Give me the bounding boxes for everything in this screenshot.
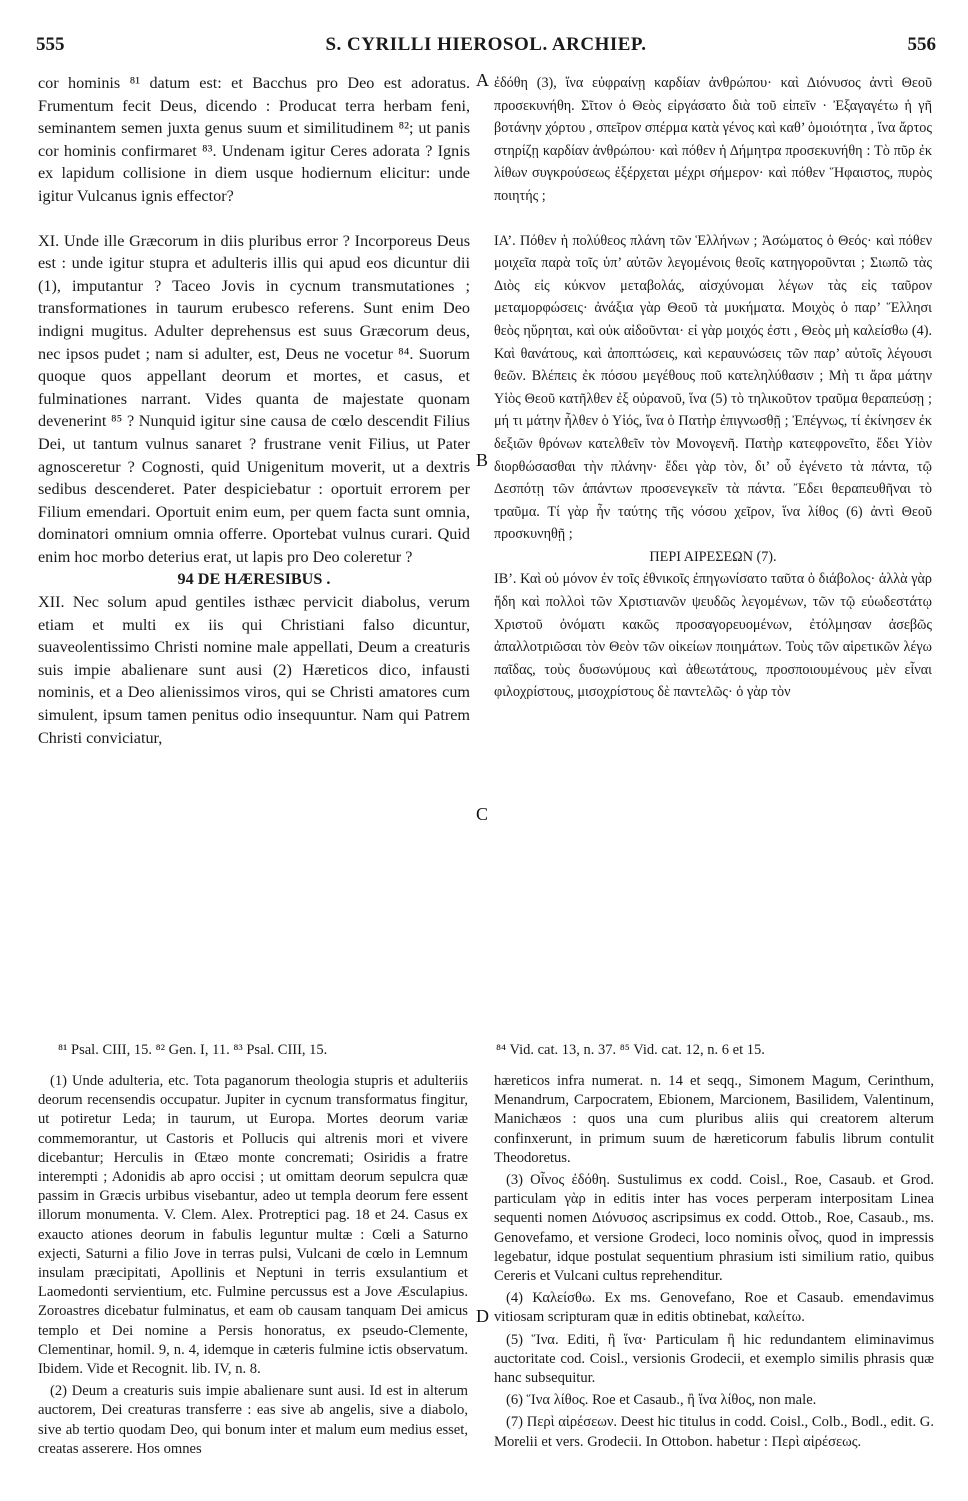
latin-paragraph-1: cor hominis ⁸¹ datum est: et Bacchus pro Deo est adoratus. Frumentum fecit Deus, dicendo : Producat terra herbam feni, seminantem semen juxta genus suum et similitudinem ⁸²; ut panis cor hominis confirmaret ⁸³. Undenam igitur Ceres adorata ? Ignis ex lapidum collisione in diem usque hodiernum elicitur: unde igitur Vulcanus ignis effector? — [38, 74, 470, 205]
footnote-2: (2) Deum a creaturis suis impie abalienare sunt ausi. Id est in alterum auctorem, Dei creaturas transferre : eas sive ab angelis, sive a diabolo, sive ab tertio quodam Deo, qui bonum inter et malum eum medius esset, creatas asserere. Hos omnes — [38, 1383, 468, 1457]
references-left: ⁸¹ Psal. CIII, 15. ⁸² Gen. I, 11. ⁸³ Psal. CIII, 15. — [58, 1042, 328, 1058]
footnote-7: (7) Περὶ αἱρέσεων. Deest hic titulus in codd. Coisl., Colb., Bodl., edit. G. Morelii et vers. Grodecii. In Ottobon. habetur : Περὶ αἱρέσεως. — [494, 1414, 934, 1450]
greek-paragraph-1: ἐδόθη (3), ἵνα εὐφραίνῃ καρδίαν ἀνθρώπου· καὶ Διόνυσος ἀντὶ Θεοῦ προσεκυνήθη. Σῖτον ὁ Θεὸς εἰργάσατο διὰ τοῦ εἰπεῖν · Ἐξαγαγέτω ἡ γῆ βοτάνην χόρτου , σπεῖρον σπέρμα κατὰ γένος καὶ καθ’ ὁμοιότητα , ἵνα ἄρτος στηρίζῃ καρδίαν ἀνθρώπου· καὶ πόθεν ἡ Δήμητρα προσεκυνήθη : Τὸ πῦρ ἐκ λίθων συγκρούσεως ἐξέρχεται μέχρι σήμερον· καὶ πόθεν Ἥφαιστος, πυρὸς ποιητής ; — [494, 75, 932, 204]
footnote-2-continued: hæreticos infra numerat. n. 14 et seqq., Simonem Magum, Cerinthum, Menandrum, Carpocratem, Ebionem, Marcionem, Basilidem, Valentinum, Manichæos : quos una cum pluribus aliis qui creatorem alterum confinxerunt, in primum suum de hæreticorum fabulis librum contulit Theodoretus. — [494, 1073, 934, 1166]
latin-column — [38, 72, 470, 749]
latin-paragraph-2: XI. Unde ille Græcorum in diis pluribus error ? Incorporeus Deus est : unde igitur stupra et adulteris illis qui apud eos dicuntur dii (1), imputantur ? Taceo Jovis in cycnum transmutationes ; transformationes in taurum erubesco referens. Sunt enim Deo indigni mugitus. Adulter deprehensus est suus Græcorum deus, nec ipsos pudet ; nam si adulter, est, Deus ne vocetur ⁸⁴. Suorum quoque quos appellant deorum et mortes, et casus, et fulminationes narrant. Vides quanta de majestate quonam devenerint ⁸⁵ ? Nunquid igitur sine causa de cœlo descendit Filius Dei, ut tantum vulnus sanaret ? frustrane venit Filius, ut Pater agnosceretur ? Cognosti, quid Unigenitum moverit, ut a dextris sedibus descenderet. Pater despiciebatur : oportuit errorem per Filium emendari. Oportuit enim eum, per quem facta sunt omnia, dominatori omnium omnia offerre. Oportebat vulnus curari. Quid enim hoc morbo deterius erat, ut lapis pro Deo coleretur ? — [38, 231, 470, 566]
running-header — [36, 34, 936, 58]
margin-letter-c: C — [476, 804, 489, 824]
footnote-3: (3) Οἶνος ἐδόθη. Sustulimus ex codd. Coisl., Roe, Casaub. et Grod. particulam γὰρ in editis inter has voces perperam interpositam Linea sequenti nomen Διόνυσος ascripsimus ex codd. Ottob., Roe, Casaub., ms. Genovefamo, et versione Grodeci, loco nominis οἶνος, quod in impressis legebatur, idque postulat sequentium phrasium isti similium ratio, quibus Cereris et Vulcani cultus reprehenditur. — [494, 1172, 934, 1285]
page-number-right: 556 — [907, 34, 936, 55]
greek-paragraph-3: ΙΒ’. Καὶ οὐ μόνον ἐν τοῖς ἐθνικοῖς ἐπηγωνίσατο ταῦτα ὁ διάβολος· ἀλλὰ γὰρ ἤδη καὶ πολλοὶ τῶν Χριστιανῶν ψευδῶς λεγομένων, τῶν τῷ εὐωδεστάτῳ Χριστοῦ ὀνόματι κακῶς προσαγορευομένων, ἐτόλμησαν ἀσεβῶς ἀπαλλοτριῶσαι τὸν Θεὸν τῶν οἰκείων ποιημάτων. Τοὺς τῶν αἱρετικῶν λέγω παῖδας, τοὺς δυσωνύμους καὶ ἀθεωτάτους, προσποιουμένους μὲν εἶναι φιλοχρίστους, μισοχρίστους δὲ παντελῶς· ὁ γὰρ τὸν — [494, 571, 932, 701]
greek-column — [494, 72, 932, 704]
margin-letter-b: B — [476, 450, 489, 470]
greek-paragraph-2: ΙΑ’. Πόθεν ἡ πολύθεος πλάνη τῶν Ἑλλήνων ; Ἀσώματος ὁ Θεός· καὶ πόθεν μοιχεῖα παρὰ τοῖς ὑπ’ αὐτῶν λεγομένοις θεοῖς κατηγοροῦνται ; Σιωπῶ τὰς Διὸς εἰς κύκνον μεταβολάς, αἰσχύνομαι λέγων τὰς εἰς ταῦρον μεταμορφώσεις· ἀνάξια γὰρ Θεοῦ τὰ μυκήματα. Μοιχὸς ὁ παρ’ Ἕλλησι θεὸς ηὕρηται, καὶ οὐκ αἰδοῦνται· εἰ γὰρ μοιχός ἐστι , Θεὸς μὴ καλείσθω (4). Καὶ θανάτους, καὶ ἀποπτώσεις, καὶ κεραυνώσεις τῶν παρ’ αὐτοῖς λέγουσι θεῶν. Βλέπεις ἐκ πόσου μεγέθους ποῦ κατεληλύθασιν ; Μὴ τι ἄρα μάτην Υἱὸς Θεοῦ κατῆλθεν ἐξ οὐρανοῦ, ἵνα (5) τὸ τηλικοῦτον τραῦμα θεραπεύσῃ ; μή τι μάτην ἦλθεν ὁ Υἱός, ἵνα ὁ Πατὴρ ἐπιγνωσθῇ ; Ἐπέγνως, τί ἐκίνησεν ἐκ δεξιῶν θρόνων κατελθεῖν τὸν Μονογενῆ. Πατὴρ κατεφρονεῖτο, ἔδει Υἱὸν διορθώσασθαι τὴν πλάνην· ἔδει γὰρ τὸν, δι’ οὗ ἐγένετο τὰ πάντα, τῷ Δεσπότῃ τῶν ἁπάντων προσενεγκεῖν τὰ πάντα. Ἔδει θεραπευθῆναι τὸ τραῦμα. Τί γὰρ ἦν ταύτης τῆς νόσου χεῖρον, ἵνα λίθος (6) ἀντὶ Θεοῦ προσκυνηθῇ ; — [494, 232, 932, 543]
references-right: ⁸⁴ Vid. cat. 13, n. 37. ⁸⁵ Vid. cat. 12, n. 6 et 15. — [496, 1042, 765, 1058]
footnote-5: (5) Ἵνα. Editi, ἢ ἵνα· Particulam ἢ hic redundantem eliminavimus auctoritate cod. Coisl., versionis Grodecii, et exemplo similis phrasis quæ hanc subsequitur. — [494, 1331, 934, 1387]
footnote-1: (1) Unde adulteria, etc. Tota paganorum theologia stupris et adulteriis deorum recensendis occupatur. Jupiter in cycnum transformatus fingitur, ut potiretur Leda; in taurum, ut Europa. Mortes deorum variæ commemorantur, ut Castoris et Pollucis qui altrenis mori et vivere dicebantur; Herculis in Œtæo monte concremati; Osiridis a fratre interempti ; Adonidis ab apro occisi ; ut omittam deorum sepulcra quæ passim in Græcis urbibus visebantur, adeo ut templa deorum fere essent illorum monumenta. V. Clem. Alex. Protreptici pag. 18 et 24. Casus ex exaucto ationes deorum in fabulis leguntur multæ : Cœli a Saturno exjecti, Saturni a filio Jove in terras pulsi, Vulcani de cœlo in Lemnum insulam præcipitati, Apollinis et Neptuni in terris exsulantium et Laomedonti servientium, etc. Fulmine percussus est a Jove Æsculapius. Zoroastres dicebatur fulminatus, et eam ob causam tanquam Dei amicus templo et Dei nomine a Persis honoratus, ex pseudo-Clemente, Clementinar, homil. 9, n. 4, idemque in cæteris fulmine ictis observatum. Ibidem. Vide et Recognit. lib. IV, n. 8. — [38, 1073, 468, 1378]
margin-letter-a: A — [476, 70, 489, 90]
greek-section-heading: ΠΕΡΙ ΑΙΡΕΣΕΩΝ (7). — [649, 548, 777, 565]
running-title: S. CYRILLI HIEROSOL. ARCHIEP. — [325, 34, 647, 55]
footnote-4: (4) Καλείσθω. Ex ms. Genovefano, Roe et Casaub. emendavimus vitiosam scripturam quæ in editis obtinebat, καλείτω. — [494, 1290, 934, 1326]
latin-section-heading: 94 DE HÆRESIBUS . — [177, 570, 331, 589]
footnotes-left — [38, 1072, 468, 1462]
latin-paragraph-3: XII. Nec solum apud gentiles isthæc pervicit diabolus, verum etiam et multi ex iis qui Christiani falso dicuntur, suaveolentissimo Christi nomine male appellati, Deum a creaturis suis impie abalienare sunt ausi (2) Hæreticos dico, infausti nominis, et a Deo alienissimos viros, qui se Christi amatores cum simulent, ipsum tamen penitus odio insequuntur. Nam qui Patrem Christi conviciatur, — [38, 593, 470, 747]
page-number-left: 555 — [36, 34, 65, 55]
footnotes-right — [494, 1072, 934, 1455]
footnote-6: (6) Ἵνα λίθος. Roe et Casaub., ἢ ἵνα λίθος, non male. — [506, 1392, 817, 1409]
margin-letter-d: D — [476, 1306, 489, 1326]
